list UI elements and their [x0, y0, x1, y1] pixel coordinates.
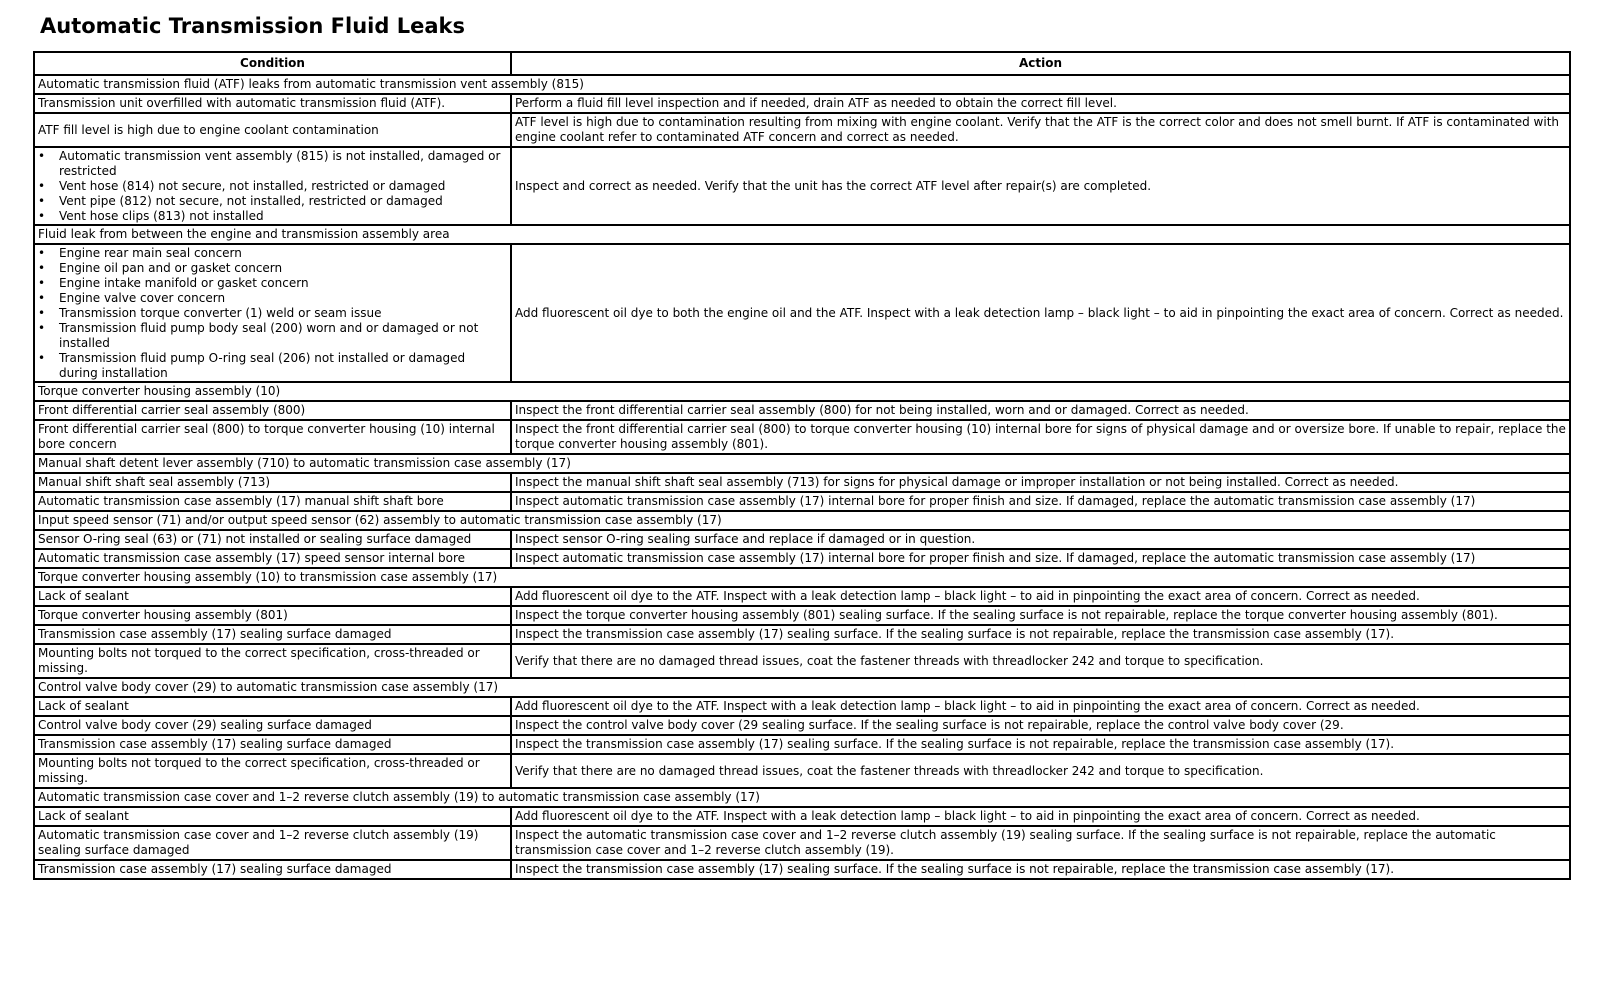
- action-cell: Verify that there are no damaged thread issues, coat the fastener threads with threadlocker 242 and torque to specification.: [511, 644, 1570, 678]
- action-cell: Inspect the transmission case assembly (17) sealing surface. If the sealing surface is not repairable, replace the transmission case assembly (17).: [511, 860, 1570, 879]
- table-row: [34, 420, 1570, 454]
- section-header: Fluid leak from between the engine and transmission assembly area: [34, 225, 1570, 244]
- condition-cell: Sensor O-ring seal (63) or (71) not installed or sealing surface damaged: [34, 530, 511, 549]
- table-row: [34, 94, 1570, 113]
- condition-cell: Mounting bolts not torqued to the correct specification, cross-threaded or missing.: [34, 644, 511, 678]
- action-cell: Add fluorescent oil dye to the ATF. Inspect with a leak detection lamp – black light – to aid in pinpointing the exact area of concern. Correct as needed.: [511, 807, 1570, 826]
- condition-list: [38, 149, 507, 224]
- action-cell: Inspect the control valve body cover (29 sealing surface. If the sealing surface is not repairable, replace the control valve body cover (29.: [511, 716, 1570, 735]
- condition-cell: Transmission case assembly (17) sealing surface damaged: [34, 625, 511, 644]
- section-header-row: [34, 454, 1570, 473]
- section-header: Automatic transmission fluid (ATF) leaks from automatic transmission vent assembly (815): [34, 75, 1570, 94]
- condition-cell: Control valve body cover (29) sealing surface damaged: [34, 716, 511, 735]
- condition-cell: [34, 244, 511, 382]
- section-header-row: [34, 511, 1570, 530]
- action-cell: Inspect sensor O-ring sealing surface and replace if damaged or in question.: [511, 530, 1570, 549]
- action-cell: Inspect the manual shift shaft seal assembly (713) for signs for physical damage or improper installation or not being installed. Correct as needed.: [511, 473, 1570, 492]
- table-row: [34, 860, 1570, 879]
- condition-header: Condition: [34, 52, 511, 75]
- table-row: [34, 113, 1570, 147]
- action-cell: Add fluorescent oil dye to the ATF. Inspect with a leak detection lamp – black light – to aid in pinpointing the exact area of concern. Correct as needed.: [511, 697, 1570, 716]
- list-item: • Vent pipe (812) not secure, not installed, restricted or damaged: [38, 194, 507, 209]
- table-row: [34, 625, 1570, 644]
- table-row: [34, 716, 1570, 735]
- table-row: [34, 826, 1570, 860]
- table-row: [34, 401, 1570, 420]
- list-item: • Engine valve cover concern: [38, 291, 507, 306]
- table-row: [34, 549, 1570, 568]
- list-item: • Vent hose (814) not secure, not installed, restricted or damaged: [38, 179, 507, 194]
- action-cell: Inspect the transmission case assembly (17) sealing surface. If the sealing surface is not repairable, replace the transmission case assembly (17).: [511, 625, 1570, 644]
- condition-cell: Lack of sealant: [34, 697, 511, 716]
- condition-cell: Mounting bolts not torqued to the correct specification, cross-threaded or missing.: [34, 754, 511, 788]
- list-item: • Transmission fluid pump O-ring seal (206) not installed or damaged during installation: [38, 351, 507, 381]
- condition-cell: Front differential carrier seal assembly (800): [34, 401, 511, 420]
- section-header: Control valve body cover (29) to automatic transmission case assembly (17): [34, 678, 1570, 697]
- table-row: [34, 644, 1570, 678]
- condition-cell: Automatic transmission case assembly (17) manual shift shaft bore: [34, 492, 511, 511]
- list-item: • Transmission torque converter (1) weld or seam issue: [38, 306, 507, 321]
- table-row: [34, 697, 1570, 716]
- section-header: Manual shaft detent lever assembly (710) to automatic transmission case assembly (17): [34, 454, 1570, 473]
- table-body: [34, 75, 1570, 879]
- condition-cell: Manual shift shaft seal assembly (713): [34, 473, 511, 492]
- condition-cell: Automatic transmission case cover and 1–2 reverse clutch assembly (19) sealing surface damaged: [34, 826, 511, 860]
- table-row: [34, 587, 1570, 606]
- section-header-row: [34, 788, 1570, 807]
- condition-cell: Lack of sealant: [34, 807, 511, 826]
- condition-cell: Transmission case assembly (17) sealing surface damaged: [34, 860, 511, 879]
- action-cell: Add fluorescent oil dye to both the engine oil and the ATF. Inspect with a leak detection lamp – black light – to aid in pinpointing the exact area of concern. Correct as needed.: [511, 244, 1570, 382]
- section-header-row: [34, 75, 1570, 94]
- action-cell: Inspect automatic transmission case assembly (17) internal bore for proper finish and size. If damaged, replace the automatic transmission case assembly (17): [511, 492, 1570, 511]
- condition-cell: ATF fill level is high due to engine coolant contamination: [34, 113, 511, 147]
- condition-cell: Transmission case assembly (17) sealing surface damaged: [34, 735, 511, 754]
- condition-cell: [34, 147, 511, 225]
- list-item: • Engine rear main seal concern: [38, 246, 507, 261]
- table-header-row: [34, 52, 1570, 75]
- list-item: • Transmission fluid pump body seal (200) worn and or damaged or not installed: [38, 321, 507, 351]
- table-row: [34, 244, 1570, 382]
- section-header-row: [34, 678, 1570, 697]
- section-header: Torque converter housing assembly (10) to transmission case assembly (17): [34, 568, 1570, 587]
- table-row: [34, 606, 1570, 625]
- action-cell: Inspect the transmission case assembly (17) sealing surface. If the sealing surface is not repairable, replace the transmission case assembly (17).: [511, 735, 1570, 754]
- list-item: • Automatic transmission vent assembly (815) is not installed, damaged or restricted: [38, 149, 507, 179]
- table-row: [34, 530, 1570, 549]
- action-cell: Inspect the front differential carrier seal assembly (800) for not being installed, worn and or damaged. Correct as needed.: [511, 401, 1570, 420]
- page-title: Automatic Transmission Fluid Leaks: [40, 14, 465, 38]
- diagnosis-table: [33, 51, 1571, 880]
- action-cell: Add fluorescent oil dye to the ATF. Inspect with a leak detection lamp – black light – to aid in pinpointing the exact area of concern. Correct as needed.: [511, 587, 1570, 606]
- section-header-row: [34, 568, 1570, 587]
- section-header-row: [34, 382, 1570, 401]
- condition-cell: Front differential carrier seal (800) to torque converter housing (10) internal bore concern: [34, 420, 511, 454]
- list-item: • Vent hose clips (813) not installed: [38, 209, 507, 224]
- list-item: • Engine intake manifold or gasket concern: [38, 276, 507, 291]
- section-header-row: [34, 225, 1570, 244]
- condition-cell: Torque converter housing assembly (801): [34, 606, 511, 625]
- action-cell: Inspect the front differential carrier seal (800) to torque converter housing (10) internal bore for signs of physical damage and or oversize bore. If unable to repair, replace the torque converter housing assembly (801).: [511, 420, 1570, 454]
- table-row: [34, 147, 1570, 225]
- section-header: Input speed sensor (71) and/or output speed sensor (62) assembly to automatic transmission case assembly (17): [34, 511, 1570, 530]
- action-cell: Perform a fluid fill level inspection and if needed, drain ATF as needed to obtain the correct fill level.: [511, 94, 1570, 113]
- action-cell: Inspect automatic transmission case assembly (17) internal bore for proper finish and size. If damaged, replace the automatic transmission case assembly (17): [511, 549, 1570, 568]
- action-header: Action: [511, 52, 1570, 75]
- action-cell: Inspect and correct as needed. Verify that the unit has the correct ATF level after repair(s) are completed.: [511, 147, 1570, 225]
- table-row: [34, 473, 1570, 492]
- action-cell: Inspect the automatic transmission case cover and 1–2 reverse clutch assembly (19) sealing surface. If the sealing surface is not repairable, replace the automatic transmission case cover and 1–2 reverse clutch assembly (19).: [511, 826, 1570, 860]
- table-row: [34, 492, 1570, 511]
- condition-cell: Automatic transmission case assembly (17) speed sensor internal bore: [34, 549, 511, 568]
- table-row: [34, 754, 1570, 788]
- table-row: [34, 807, 1570, 826]
- action-cell: ATF level is high due to contamination resulting from mixing with engine coolant. Verify that the ATF is the correct color and does not smell burnt. If ATF is contaminated with engine coolant refer to contaminated ATF concern and correct as needed.: [511, 113, 1570, 147]
- action-cell: Verify that there are no damaged thread issues, coat the fastener threads with threadlocker 242 and torque to specification.: [511, 754, 1570, 788]
- action-cell: Inspect the torque converter housing assembly (801) sealing surface. If the sealing surface is not repairable, replace the torque converter housing assembly (801).: [511, 606, 1570, 625]
- condition-cell: Transmission unit overfilled with automatic transmission fluid (ATF).: [34, 94, 511, 113]
- condition-list: [38, 246, 507, 381]
- table-row: [34, 735, 1570, 754]
- condition-cell: Lack of sealant: [34, 587, 511, 606]
- section-header: Automatic transmission case cover and 1–2 reverse clutch assembly (19) to automatic transmission case assembly (17): [34, 788, 1570, 807]
- section-header: Torque converter housing assembly (10): [34, 382, 1570, 401]
- list-item: • Engine oil pan and or gasket concern: [38, 261, 507, 276]
